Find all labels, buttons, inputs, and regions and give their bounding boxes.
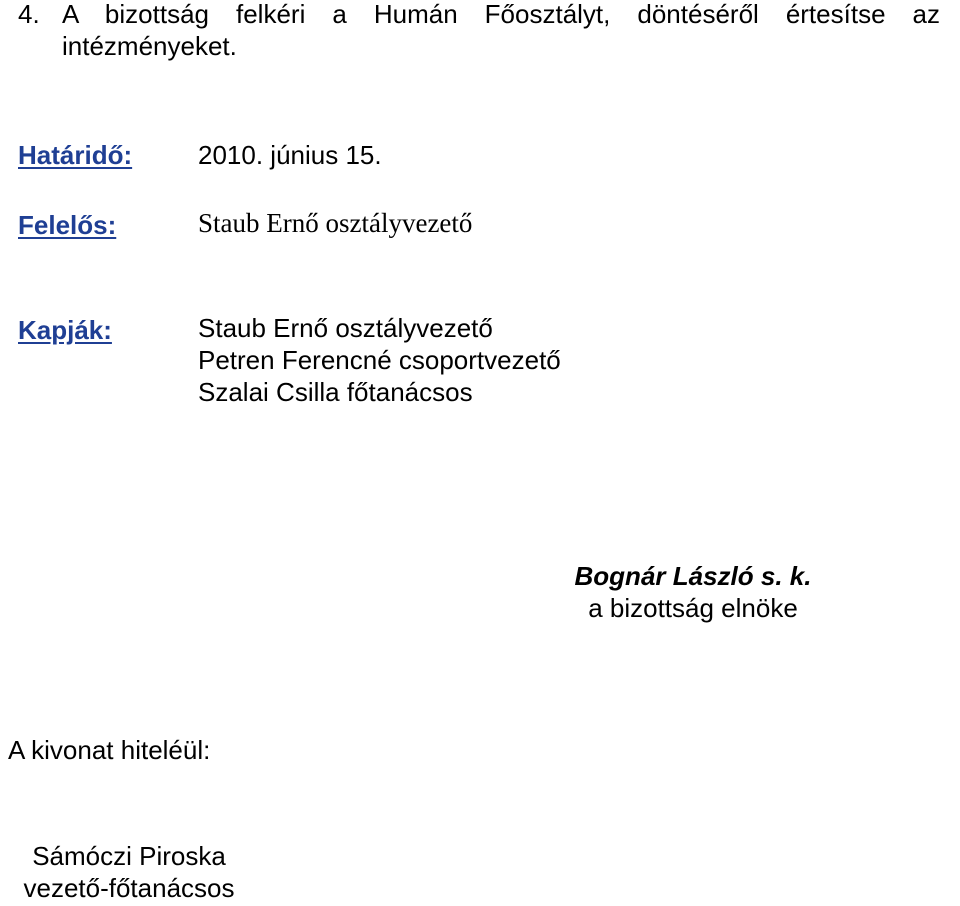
certifier-block [4,840,254,904]
deadline-label: Határidő: [18,140,133,170]
signer-name: Bognár László s. k. [574,561,812,591]
recipients-list [198,312,561,408]
signer-title: a bizottság elnöke [588,593,798,623]
signature-block [540,560,846,624]
certification-label: A kivonat hiteléül: [8,735,211,765]
resolution-line-1 [18,0,940,30]
recipients-label: Kapják: [18,315,112,345]
resolution-item [18,0,940,62]
recipient-item: Petren Ferencné csoportvezető [198,345,561,375]
recipient-item: Staub Ernő osztályvezető [198,313,493,343]
resolution-line-2 [18,30,940,62]
resolution-text-line-1 [62,0,940,30]
recipient-item: Szalai Csilla főtanácsos [198,377,473,407]
responsible-label: Felelős: [18,210,117,240]
certifier-name: Sámóczi Piroska [32,841,226,871]
certifier-title: vezető-főtanácsos [23,873,235,903]
responsible-value: Staub Ernő osztályvezető [198,208,473,238]
resolution-text: A bizottság felkéri a Humán Főosztályt, döntéséről értesítse az [62,0,940,29]
resolution-text-2: intézményeket. [62,31,237,61]
item-number: 4. [18,0,40,29]
deadline-value: 2010. június 15. [198,140,382,170]
